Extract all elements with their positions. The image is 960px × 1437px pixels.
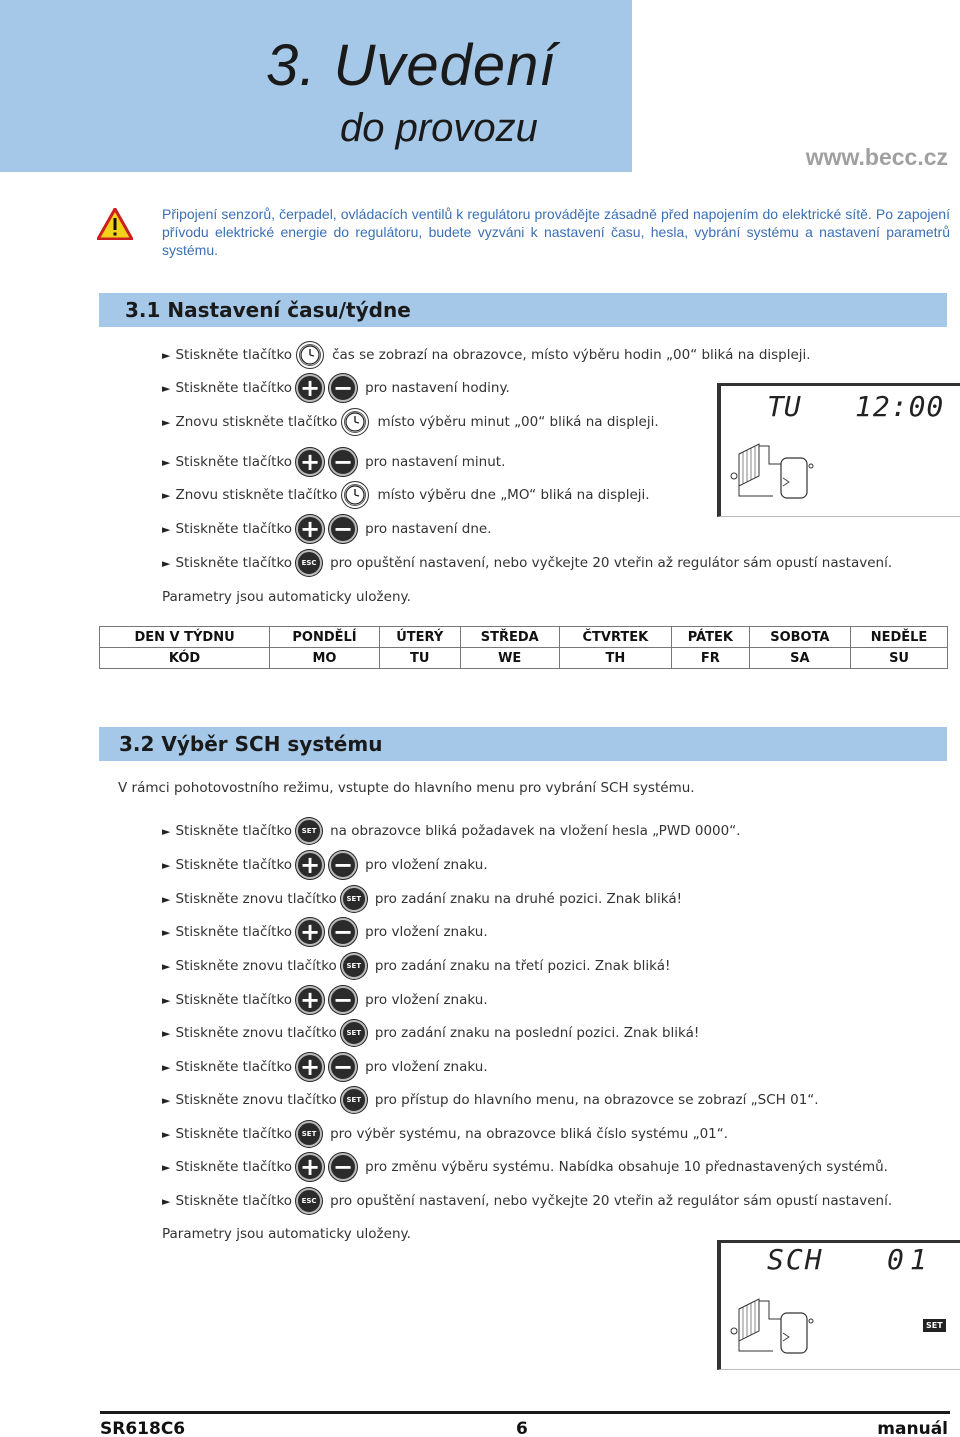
- table-cell: STŘEDA: [460, 627, 559, 648]
- set-button-icon: SET: [341, 1020, 367, 1046]
- step-desc: pro výběr systému, na obrazovce bliká číslo systému „01“.: [330, 1126, 729, 1142]
- plus-button-icon: +: [296, 1153, 324, 1181]
- table-row: [100, 648, 948, 669]
- minus-button-icon: −: [329, 918, 357, 946]
- step-desc: pro opuštění nastavení, nebo vyčkejte 20 vteřin až regulátor sám opustí nastavení.: [330, 555, 893, 571]
- s1-step-1: [162, 340, 811, 370]
- s2-step-3: [162, 884, 682, 914]
- s2-step-9: [162, 1085, 819, 1115]
- bullet-arrow-icon: ►: [162, 455, 171, 469]
- minus-button-icon: −: [329, 448, 357, 476]
- step-desc: pro vložení znaku.: [365, 992, 488, 1008]
- bullet-arrow-icon: ►: [162, 892, 171, 906]
- bullet-arrow-icon: ►: [162, 415, 171, 429]
- page-title: 3. Uvedení: [266, 33, 557, 98]
- minus-button-icon: −: [329, 374, 357, 402]
- step-lead: Stiskněte tlačítko: [175, 1126, 293, 1142]
- s2-step-2: [162, 850, 488, 880]
- table-row: [100, 627, 948, 648]
- plus-button-icon: +: [296, 851, 324, 879]
- s1-autosave-note: Parametry jsou automaticky uloženy.: [162, 589, 411, 605]
- s2-step-1: [162, 816, 741, 846]
- s1-step-7: [162, 548, 892, 578]
- section-3-2-heading: [99, 727, 947, 761]
- bullet-arrow-icon: ►: [162, 993, 171, 1007]
- clock-button-icon: [341, 481, 369, 509]
- table-cell: WE: [460, 648, 559, 669]
- table-cell: TU: [379, 648, 460, 669]
- bullet-arrow-icon: ►: [162, 1194, 171, 1208]
- s2-step-10: [162, 1119, 728, 1149]
- minus-button-icon: −: [329, 1153, 357, 1181]
- footer-model: SR618C6: [100, 1419, 186, 1437]
- section-3-1-title: 3.1 Nastavení času/týdne: [125, 298, 411, 322]
- bullet-arrow-icon: ►: [162, 381, 171, 395]
- step-lead: Stiskněte tlačítko: [175, 823, 293, 839]
- s2-autosave-note: Parametry jsou automaticky uloženy.: [162, 1226, 411, 1242]
- lcd-set-badge: SET: [923, 1319, 946, 1332]
- weekday-code-table: [99, 626, 948, 669]
- step-desc: místo výběru minut „00“ bliká na displeji.: [377, 414, 659, 430]
- step-desc: pro nastavení minut.: [365, 454, 506, 470]
- lcd-sch-number: 01: [887, 1243, 933, 1276]
- step-lead: Stiskněte znovu tlačítko: [175, 1025, 337, 1041]
- solar-system-schematic-icon: [729, 1291, 829, 1371]
- step-lead: Stiskněte tlačítko: [175, 1193, 293, 1209]
- s1-step-6: [162, 514, 492, 544]
- plus-button-icon: +: [296, 448, 324, 476]
- step-lead: Znovu stiskněte tlačítko: [175, 487, 338, 503]
- s2-step-4: [162, 917, 488, 947]
- step-desc: pro vložení znaku.: [365, 1059, 488, 1075]
- esc-button-icon: ESC: [296, 1188, 322, 1214]
- table-cell: PÁTEK: [671, 627, 749, 648]
- footer-divider: [100, 1411, 950, 1414]
- s2-step-5: [162, 951, 670, 981]
- bullet-arrow-icon: ►: [162, 1026, 171, 1040]
- set-button-icon: SET: [341, 886, 367, 912]
- step-desc: na obrazovce bliká požadavek na vložení hesla „PWD 0000“.: [330, 823, 741, 839]
- bullet-arrow-icon: ►: [162, 925, 171, 939]
- bullet-arrow-icon: ►: [162, 858, 171, 872]
- set-button-icon: SET: [341, 953, 367, 979]
- bullet-arrow-icon: ►: [162, 1160, 171, 1174]
- step-lead: Znovu stiskněte tlačítko: [175, 414, 338, 430]
- step-lead: Stiskněte tlačítko: [175, 857, 293, 873]
- section-3-2-title: 3.2 Výběr SCH systému: [119, 732, 383, 756]
- s2-step-12: [162, 1186, 892, 1216]
- step-desc: místo výběru dne „MO“ bliká na displeji.: [377, 487, 650, 503]
- step-lead: Stiskněte tlačítko: [175, 992, 293, 1008]
- step-lead: Stiskněte znovu tlačítko: [175, 891, 337, 907]
- page-subtitle: do provozu: [340, 106, 538, 150]
- s1-step-3: [162, 407, 659, 437]
- table-cell: ÚTERÝ: [379, 627, 460, 648]
- step-desc: pro vložení znaku.: [365, 857, 488, 873]
- step-desc: pro zadání znaku na poslední pozici. Znak bliká!: [374, 1025, 700, 1041]
- table-cell: SA: [749, 648, 850, 669]
- plus-button-icon: +: [296, 374, 324, 402]
- step-lead: Stiskněte tlačítko: [175, 454, 293, 470]
- table-cell: SU: [851, 648, 948, 669]
- lcd-display-time: [717, 383, 960, 517]
- step-lead: Stiskněte tlačítko: [175, 1159, 293, 1175]
- table-cell: SOBOTA: [749, 627, 850, 648]
- set-button-icon: SET: [341, 1087, 367, 1113]
- minus-button-icon: −: [329, 986, 357, 1014]
- bullet-arrow-icon: ►: [162, 348, 171, 362]
- section-3-1-heading: [99, 293, 947, 327]
- s2-step-7: [162, 1018, 699, 1048]
- lcd-day-code: TU: [767, 390, 801, 423]
- step-desc: pro vložení znaku.: [365, 924, 488, 940]
- table-cell: KÓD: [100, 648, 270, 669]
- bullet-arrow-icon: ►: [162, 556, 171, 570]
- minus-button-icon: −: [329, 515, 357, 543]
- step-lead: Stiskněte tlačítko: [175, 521, 293, 537]
- bullet-arrow-icon: ►: [162, 1093, 171, 1107]
- s1-step-4: [162, 447, 505, 477]
- bullet-arrow-icon: ►: [162, 1127, 171, 1141]
- s2-intro-paragraph: V rámci pohotovostního režimu, vstupte do hlavního menu pro vybrání SCH systému.: [118, 780, 695, 796]
- plus-button-icon: +: [296, 1053, 324, 1081]
- footer-manual-label: manuál: [877, 1419, 948, 1437]
- solar-system-schematic-icon: [729, 436, 829, 516]
- footer-page-number: 6: [516, 1419, 528, 1437]
- step-lead: Stiskněte tlačítko: [175, 347, 293, 363]
- step-desc: pro opuštění nastavení, nebo vyčkejte 20 vteřin až regulátor sám opustí nastavení.: [330, 1193, 893, 1209]
- table-cell: ČTVRTEK: [559, 627, 671, 648]
- bullet-arrow-icon: ►: [162, 522, 171, 536]
- bullet-arrow-icon: ►: [162, 959, 171, 973]
- table-cell: DEN V TÝDNU: [100, 627, 270, 648]
- step-lead: Stiskněte znovu tlačítko: [175, 1092, 337, 1108]
- step-lead: Stiskněte tlačítko: [175, 924, 293, 940]
- bullet-arrow-icon: ►: [162, 1060, 171, 1074]
- bullet-arrow-icon: ►: [162, 824, 171, 838]
- step-desc: pro změnu výběru systému. Nabídka obsahuje 10 přednastavených systémů.: [365, 1159, 888, 1175]
- step-desc: pro nastavení dne.: [365, 521, 492, 537]
- s1-step-5: [162, 480, 650, 510]
- lcd-display-sch: [717, 1240, 960, 1370]
- step-desc: pro nastavení hodiny.: [365, 380, 510, 396]
- step-lead: Stiskněte tlačítko: [175, 1059, 293, 1075]
- clock-button-icon: [341, 408, 369, 436]
- step-lead: Stiskněte tlačítko: [175, 380, 293, 396]
- s1-step-2: [162, 373, 510, 403]
- esc-button-icon: ESC: [296, 550, 322, 576]
- lcd-time: 12:00: [855, 390, 945, 423]
- step-desc: pro zadání znaku na druhé pozici. Znak bliká!: [374, 891, 683, 907]
- warning-icon: [97, 208, 133, 240]
- step-desc: pro zadání znaku na třetí pozici. Znak bliká!: [374, 958, 671, 974]
- step-desc: čas se zobrazí na obrazovce, místo výběru hodin „00“ bliká na displeji.: [332, 347, 811, 363]
- step-lead: Stiskněte tlačítko: [175, 555, 293, 571]
- step-lead: Stiskněte znovu tlačítko: [175, 958, 337, 974]
- plus-button-icon: +: [296, 515, 324, 543]
- lcd-sch-label: SCH: [767, 1243, 824, 1276]
- s2-step-8: [162, 1052, 488, 1082]
- s2-step-6: [162, 985, 488, 1015]
- website-link[interactable]: www.becc.cz: [805, 144, 948, 170]
- bullet-arrow-icon: ►: [162, 488, 171, 502]
- s2-step-11: [162, 1152, 888, 1182]
- minus-button-icon: −: [329, 1053, 357, 1081]
- table-cell: TH: [559, 648, 671, 669]
- table-cell: PONDĚLÍ: [270, 627, 380, 648]
- step-desc: pro přístup do hlavního menu, na obrazovce se zobrazí „SCH 01“.: [374, 1092, 819, 1108]
- table-cell: MO: [270, 648, 380, 669]
- table-cell: FR: [671, 648, 749, 669]
- minus-button-icon: −: [329, 851, 357, 879]
- plus-button-icon: +: [296, 918, 324, 946]
- table-cell: NEDĚLE: [851, 627, 948, 648]
- set-button-icon: SET: [296, 1121, 322, 1147]
- intro-warning-text: Připojení senzorů, čerpadel, ovládacích ventilů k regulátoru provádějte zásadně před napojením do elektrické sítě. Po zapojení přívodu elektrické energie do regulátoru, budete vyzváni k nastavení času, hesla, vybrání systému a nastavení parametrů systému.: [162, 206, 950, 258]
- set-button-icon: SET: [296, 818, 322, 844]
- plus-button-icon: +: [296, 986, 324, 1014]
- clock-button-icon: [296, 341, 324, 369]
